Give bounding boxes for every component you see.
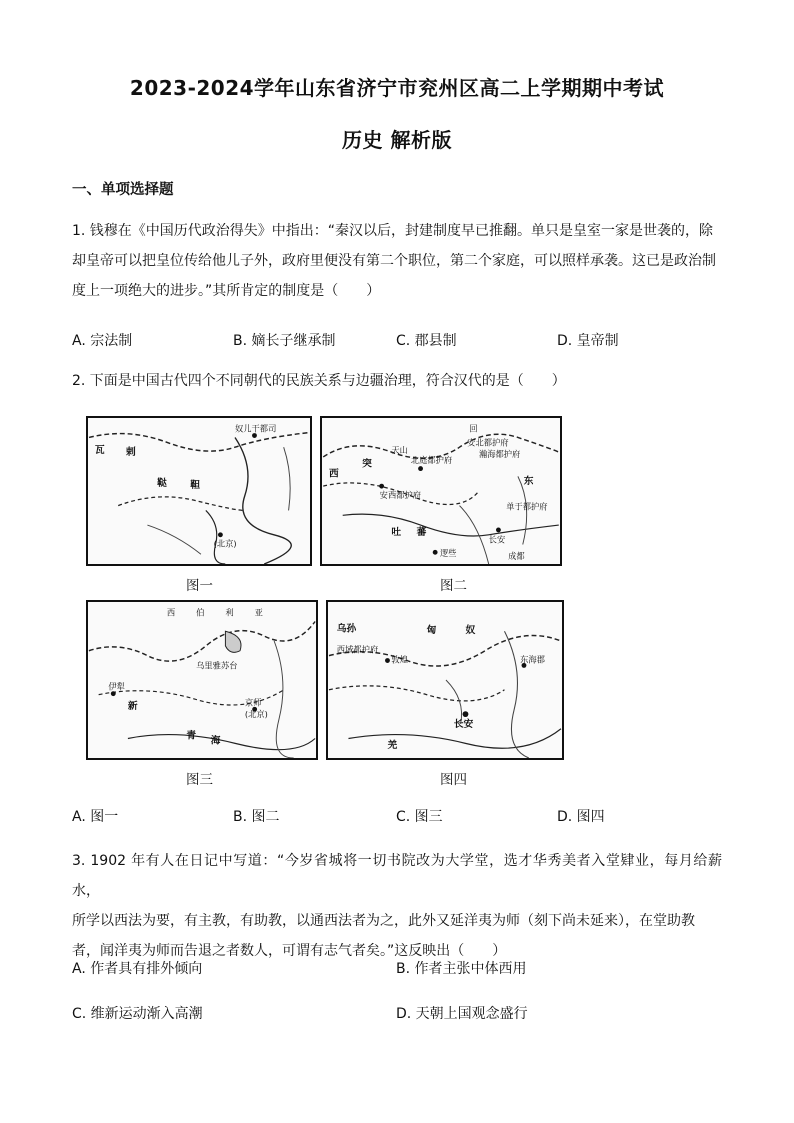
question-1-option-c[interactable]: C. 郡县制 [396,333,457,349]
map-3-drawing [88,602,316,758]
map-2-label: 瀚海都护府 [478,448,521,459]
map-3-label: 京师 [244,697,262,708]
map-2-label: 东 [523,476,534,488]
question-2-option-b[interactable]: B. 图二 [233,809,280,825]
map-3-label: 亚 [254,607,263,618]
map-4-label: 敦煌 [391,654,408,665]
map-1-drawing [88,418,310,564]
map-caption-4: 图四 [440,772,467,788]
map-1-label: 奴儿干都司 [235,423,277,434]
map-2-label: 单于都护府 [506,501,548,512]
question-1-line: 却皇帝可以把皇位传给他儿子外，政府里便没有第二个职位，第二个家庭，可以照样承袭。这已是政治制 [72,253,716,269]
map-4-label: 匈 [426,625,437,637]
map-4-label: 西域都护府 [336,644,379,655]
map-4-label: 奴 [465,625,476,637]
map-3-label: (北京) [244,709,268,720]
map-2-label: 成都 [508,551,525,562]
map-2-label: 逻些 [440,548,457,559]
map-3-label: 利 [225,607,234,618]
question-3-option-c[interactable]: C. 维新运动渐入高潮 [72,1006,203,1022]
question-3-stem [72,846,722,966]
map-1-label: 剌 [126,446,136,458]
map-3-label: 乌里雅苏台 [196,660,238,671]
map-caption-1: 图一 [186,578,213,594]
map-figure-2 [320,416,562,566]
question-3-line: 3. 1902 年有人在日记中写道：“今岁省城将一切书院改为大学堂，选才华秀美者入堂肄业，每月给薪水， [72,853,722,899]
map-2-label: 安西都护府 [379,489,422,500]
map-4-label: 东海郡 [520,654,545,665]
map-1-label: 瓦 [94,445,105,457]
map-figure-4 [326,600,564,760]
map-2-label: 西 [329,468,339,480]
question-2-stem: 2. 下面是中国古代四个不同朝代的民族关系与边疆治理，符合汉代的是（ ） [72,373,566,389]
question-1-line: 度上一项绝大的进步。”其所肯定的制度是（ ） [72,283,381,299]
map-2-label: 蕃 [416,526,427,538]
map-caption-3: 图三 [186,772,213,788]
map-1-label: 靼 [190,480,200,492]
question-2-option-d[interactable]: D. 图四 [557,809,605,825]
map-figure-1 [86,416,312,566]
map-2-label: 吐 [391,526,402,538]
map-4-label: 长安 [453,718,474,730]
question-3-option-d[interactable]: D. 天朝上国观念盛行 [396,1006,528,1022]
map-2-label: 长安 [488,534,506,545]
map-2-label: 天山 [391,445,408,456]
question-1-option-d[interactable]: D. 皇帝制 [557,333,619,349]
map-caption-2: 图二 [440,578,467,594]
map-4-label: 乌孙 [336,623,357,635]
map-4-drawing [328,602,562,758]
question-3-line: 所学以西法为要，有主教，有助教，以通西法者为之，此外又延洋夷为师（刻下尚未延来），在堂助教 [72,913,695,929]
section-heading: 一、单项选择题 [72,182,174,198]
document-subtitle: 历史 解析版 [342,128,452,152]
question-2-option-c[interactable]: C. 图三 [396,809,443,825]
map-2-label: 突 [362,458,372,470]
map-4-label: 羌 [387,740,398,752]
question-2-option-a[interactable]: A. 图一 [72,809,119,825]
question-1-line: 1. 钱穆在《中国历代政治得失》中指出：“秦汉以后，封建制度早已推翻。单只是皇室一家是世袭的，除 [72,223,714,239]
map-3-label: 西 [166,607,176,618]
question-3-option-a[interactable]: A. 作者具有排外倾向 [72,961,203,977]
map-figure-3 [86,600,318,760]
map-2-label: 北庭都护府 [410,454,453,465]
map-2-label: 回 [469,423,478,434]
question-1-stem [72,216,722,306]
map-3-label: 新 [127,701,138,713]
map-1-label: (北京) [213,538,237,549]
map-3-label: 海 [210,735,221,747]
map-2-drawing [322,418,560,564]
map-3-label: 青 [186,730,197,742]
map-3-label: 伊犁 [108,681,125,692]
document-title: 2023-2024学年山东省济宁市兖州区高二上学期期中考试 [129,76,665,100]
question-1-option-b[interactable]: B. 嫡长子继承制 [233,333,336,349]
question-3-line: 者，闻洋夷为师而告退之者数人，可谓有志气者矣。”这反映出（ ） [72,943,507,959]
map-3-label: 伯 [196,607,205,618]
question-3-option-b[interactable]: B. 作者主张中体西用 [396,961,527,977]
question-1-option-a[interactable]: A. 宗法制 [72,333,133,349]
map-1-label: 鞑 [157,478,167,490]
map-2-label: 安北都护府 [467,437,509,448]
